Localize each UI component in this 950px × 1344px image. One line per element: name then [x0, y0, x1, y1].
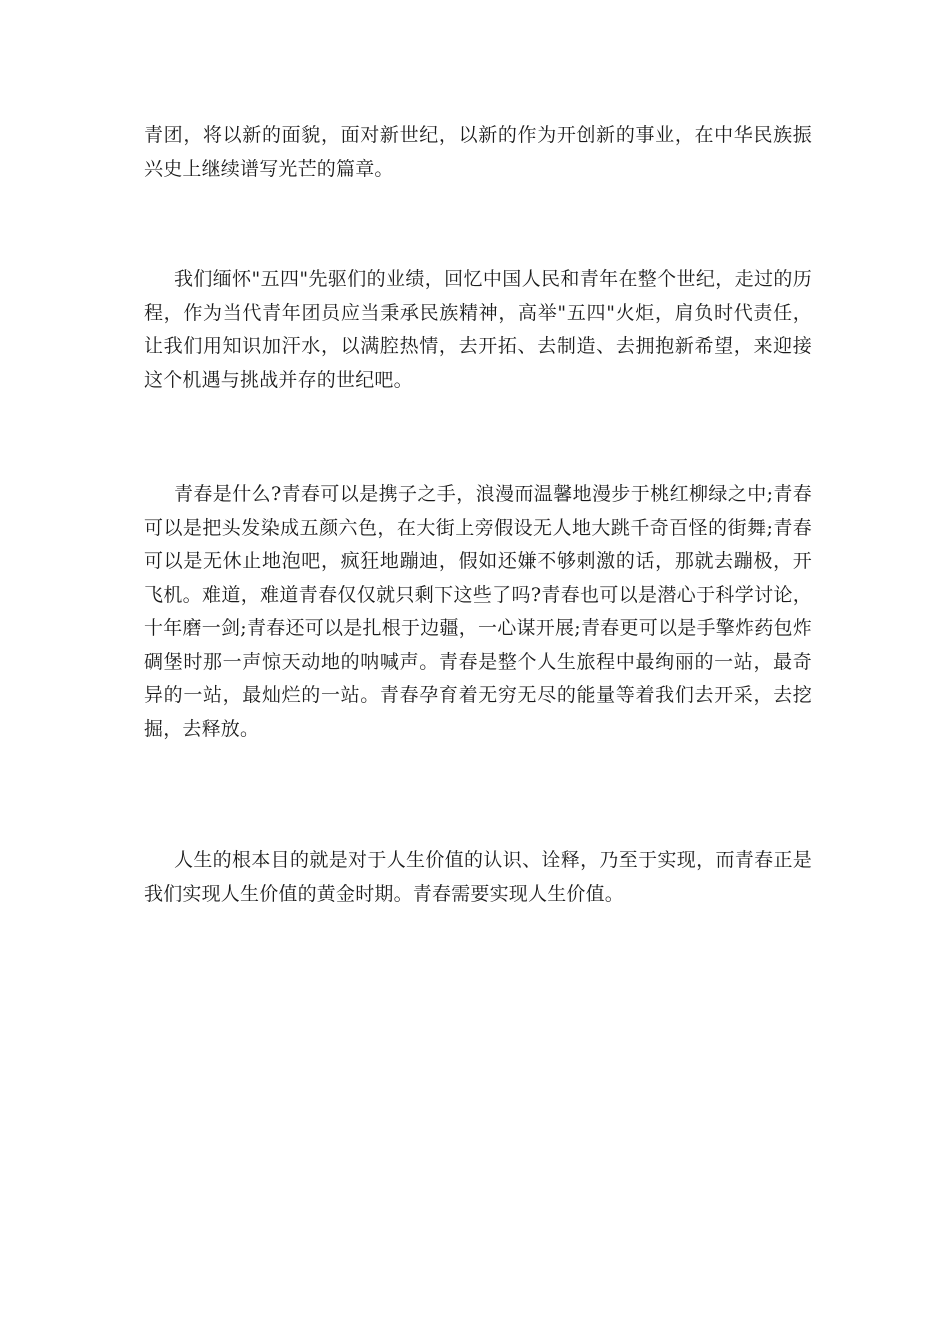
paragraph-2: 我们缅怀"五四"先驱们的业绩，回忆中国人民和青年在整个世纪，走过的历程，作为当代青年团员应当秉承民族精神，高举"五四"火炬，肩负时代责任，让我们用知识加汗水，以满腔热情，去开拓、去制造、去拥抱新希望，来迎接这个机遇与挑战并存的世纪吧。: [144, 268, 812, 391]
paragraph-4: 人生的根本目的就是对于人生价值的认识、诠释，乃至于实现，而青春正是我们实现人生价值的黄金时期。青春需要实现人生价值。: [144, 849, 812, 905]
paragraph-1: 青团，将以新的面貌，面对新世纪，以新的作为开创新的事业，在中华民族振兴史上继续谱写光芒的篇章。: [144, 124, 812, 180]
paragraph-3: 青春是什么?青春可以是携子之手，浪漫而温馨地漫步于桃红柳绿之中;青春可以是把头发染成五颜六色，在大街上旁假设无人地大跳千奇百怪的街舞;青春可以是无休止地泡吧，疯狂地蹦迪，假如还嫌不够刺激的话，那就去蹦极，开飞机。难道，难道青春仅仅就只剩下这些了吗?青春也可以是潜心于科学讨论，十年磨一剑;青春还可以是扎根于边疆，一心谋开展;青春更可以是手擎炸药包炸碉堡时那一声惊天动地的呐喊声。青春是整个人生旅程中最绚丽的一站，最奇异的一站，最灿烂的一站。青春孕育着无穷无尽的能量等着我们去开采，去挖掘，去释放。: [144, 483, 812, 740]
